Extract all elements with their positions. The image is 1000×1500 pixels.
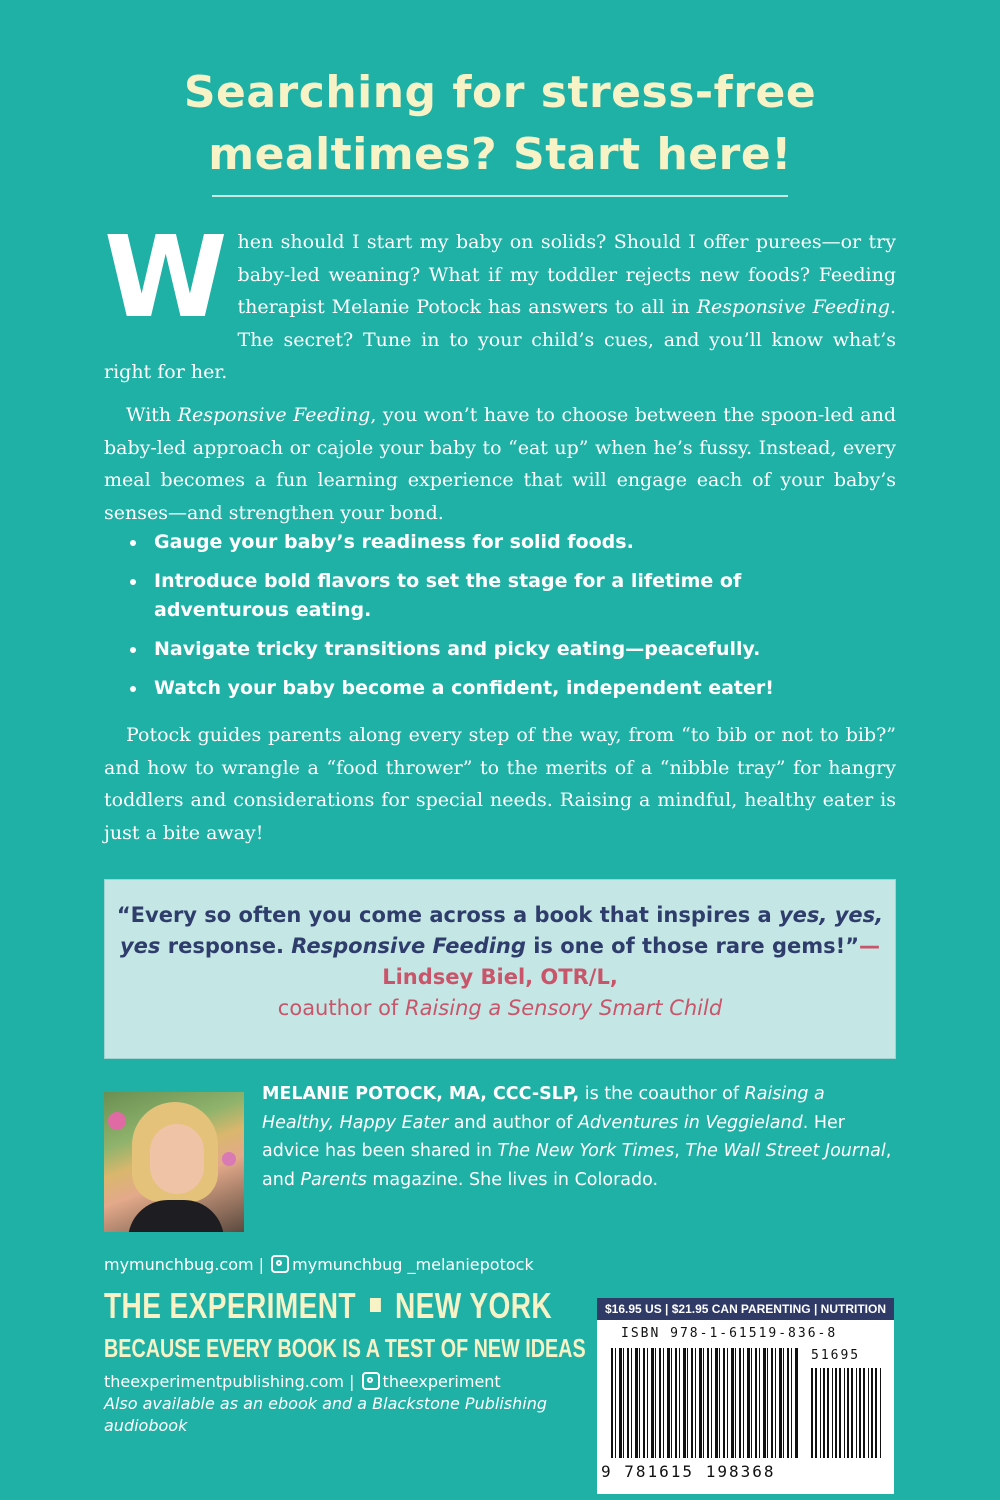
bio-text: , bbox=[674, 1141, 686, 1161]
publisher-website-link[interactable]: theexperimentpublishing.com bbox=[104, 1372, 344, 1391]
bullet-icon bbox=[130, 579, 136, 585]
publisher-title: THE EXPERIMENT bbox=[104, 1285, 356, 1326]
quote-text-3: is one of those rare gems!” bbox=[525, 934, 859, 958]
barcode-icon bbox=[611, 1348, 799, 1458]
bio-text: and author of bbox=[448, 1112, 578, 1133]
face-shape bbox=[150, 1124, 204, 1194]
second-paragraph bbox=[104, 399, 896, 529]
closing-paragraph: Potock guides parents along every step of the way, from “to bib or not to bib?” and how to wrangle a “food thrower” to the merits of a “nibble tray” for hangry toddlers and considerations for special needs. Raising a mindful, healthy eater is just a bite away! bbox=[104, 724, 896, 844]
bio-title: The Wall Street Journal bbox=[685, 1141, 886, 1161]
endorsement-quote bbox=[104, 879, 896, 1059]
author-social-handles[interactable]: mymunchbug _melaniepotock bbox=[292, 1255, 534, 1274]
price-barcode-icon bbox=[811, 1368, 883, 1458]
list-item bbox=[130, 635, 870, 664]
intro-text-a: hen should I start my baby on solids? Should I offer purees—or try baby-led weaning? What if my toddler rejects new foods? Feeding therapist Melanie Potock has answers to all in bbox=[237, 231, 896, 319]
price-code: 51695 bbox=[811, 1348, 861, 1363]
list-item bbox=[130, 528, 870, 557]
quote-book-title: Responsive Feeding bbox=[291, 934, 526, 958]
divider bbox=[212, 195, 788, 197]
square-icon bbox=[370, 1298, 381, 1312]
bullet-text: Navigate tricky transitions and picky eating—peacefully. bbox=[154, 638, 761, 660]
intro-text-b: . The secret? Tune in to your child’s cues, and you’ll know what’s right for her. bbox=[104, 296, 896, 384]
flower-shape bbox=[222, 1152, 236, 1166]
publisher-tagline: BECAUSE EVERY BOOK IS A TEST OF NEW IDEAS bbox=[104, 1333, 586, 1363]
intro-paragraph bbox=[104, 213, 896, 389]
bio-text: . Her advice has been shared in bbox=[262, 1112, 845, 1161]
list-item bbox=[130, 674, 870, 703]
isbn-label: ISBN 978-1-61519-836-8 bbox=[621, 1326, 838, 1341]
para2-book-title: Responsive Feeding bbox=[177, 403, 371, 426]
para2-text-a: With bbox=[126, 403, 178, 426]
bullet-text: Introduce bold flavors to set the stage for a lifetime of adventurous eating. bbox=[154, 570, 742, 621]
author-name: MELANIE POTOCK, MA, CCC-SLP, bbox=[262, 1084, 580, 1104]
flower-shape bbox=[108, 1112, 126, 1130]
separator: | bbox=[253, 1255, 270, 1274]
author-website-link[interactable]: mymunchbug.com bbox=[104, 1255, 254, 1274]
bio-title: Raising a Healthy, Happy Eater bbox=[262, 1084, 825, 1133]
bullet-icon bbox=[130, 540, 136, 546]
list-item bbox=[130, 567, 870, 625]
quote-italic-1: yes, yes, yes bbox=[119, 903, 884, 958]
shirt-shape bbox=[128, 1200, 224, 1232]
intro-block bbox=[104, 213, 897, 539]
bullet-icon bbox=[130, 686, 136, 692]
publisher-social-handle[interactable]: theexperiment bbox=[382, 1372, 501, 1391]
headline-line-1: Searching for stress-free bbox=[183, 67, 817, 118]
bullet-icon bbox=[130, 647, 136, 653]
quote-role-title: Raising a Sensory Smart Child bbox=[405, 996, 723, 1020]
para2-text-b: , you won’t have to choose between the spoon-led and baby-led approach or cajole your baby to “eat up” when he’s fussy. Instead, every meal becomes a fun learning experience that will engage each of your baby’s senses—and strengthen your bond. bbox=[104, 403, 897, 524]
quote-attribution: —Lindsey Biel, OTR/L, bbox=[382, 934, 880, 989]
headline bbox=[0, 62, 1000, 186]
bio-title: Adventures in Veggieland bbox=[577, 1112, 803, 1133]
benefits-list bbox=[130, 528, 870, 713]
bio-text: is the coauthor of bbox=[579, 1084, 745, 1104]
bio-text: magazine. She lives in Colorado. bbox=[366, 1169, 659, 1190]
bio-text: , and bbox=[262, 1141, 892, 1190]
bullet-text: Watch your baby become a confident, independent eater! bbox=[154, 677, 774, 699]
price-label: $16.95 US | $21.95 CAN bbox=[605, 1302, 738, 1316]
price-bar bbox=[597, 1298, 894, 1320]
instagram-icon bbox=[271, 1255, 289, 1273]
publisher-city: NEW YORK bbox=[394, 1285, 553, 1326]
publisher-name bbox=[104, 1284, 552, 1328]
author-photo bbox=[104, 1092, 244, 1232]
author-bio bbox=[262, 1080, 902, 1194]
bio-title: Parents bbox=[300, 1169, 367, 1190]
closing-block bbox=[104, 719, 896, 849]
separator: | bbox=[343, 1372, 360, 1391]
availability-note: Also available as an ebook and a Blackstone Publishing audiobook bbox=[104, 1394, 547, 1435]
category-label: PARENTING | NUTRITION bbox=[740, 1302, 886, 1316]
instagram-icon bbox=[362, 1372, 380, 1390]
intro-book-title: Responsive Feeding bbox=[696, 296, 890, 319]
drop-cap: W bbox=[104, 213, 228, 343]
barcode-panel bbox=[597, 1298, 894, 1494]
quote-text-1: “Every so often you come across a book that inspires a bbox=[116, 903, 779, 927]
publisher-links bbox=[104, 1371, 584, 1437]
quote-text-2: response. bbox=[160, 934, 292, 958]
ean-digits: 9 781615 198368 bbox=[601, 1462, 776, 1481]
quote-role: coauthor of bbox=[277, 996, 405, 1020]
author-links bbox=[104, 1254, 534, 1276]
bio-title: The New York Times bbox=[497, 1141, 675, 1161]
headline-line-2: mealtimes? Start here! bbox=[208, 129, 792, 180]
bullet-text: Gauge your baby’s readiness for solid foods. bbox=[154, 531, 634, 553]
